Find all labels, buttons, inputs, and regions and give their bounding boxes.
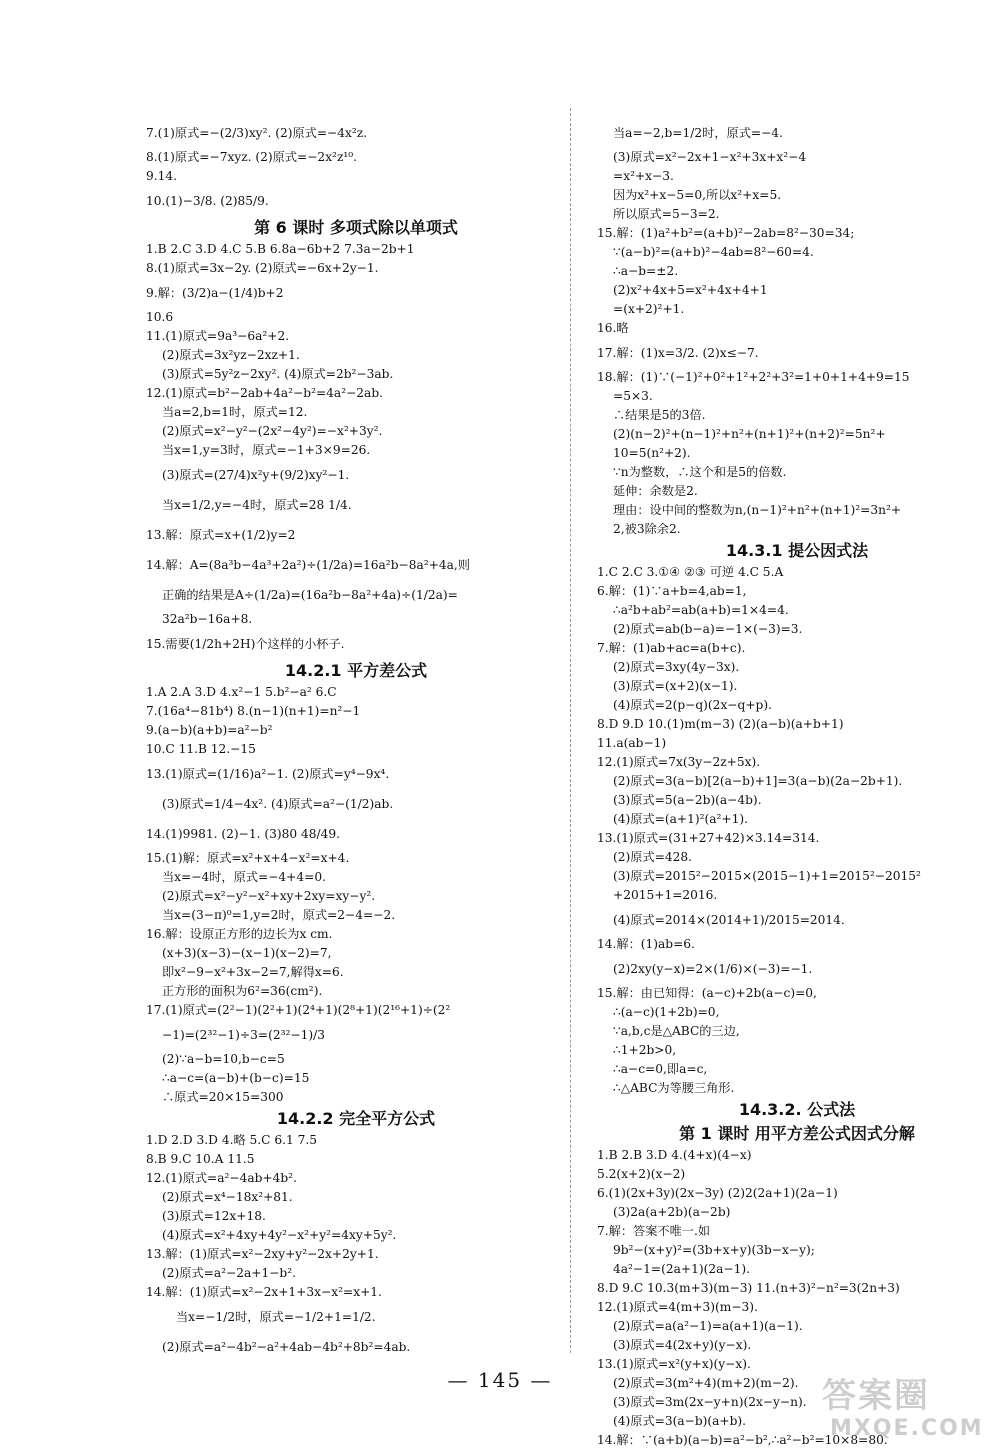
answer-line: 10=5(n²+2). <box>613 446 691 460</box>
answer-line: 正方形的面积为6²=36(cm²). <box>162 984 323 998</box>
answer-line: 8.B 9.C 10.A 11.5 <box>146 1152 255 1166</box>
left-column <box>146 118 566 1362</box>
answer-line: ∴结果是5的3倍. <box>613 408 706 422</box>
answer-line: 6.(1)(2x+3y)(2x−3y) (2)2(2a+1)(2a−1) <box>597 1186 838 1200</box>
answer-line: (2)原式=3(a−b)[2(a−b)+1]=3(a−b)(2a−2b+1). <box>613 774 903 788</box>
watermark-logo <box>822 1376 982 1448</box>
answer-line: 1.B 2.B 3.D 4.(4+x)(4−x) <box>597 1148 752 1162</box>
answer-line: ∴(a−c)(1+2b)=0, <box>613 1005 720 1019</box>
answer-line: 17.解：(1)x=3/2. (2)x≤−7. <box>597 346 759 360</box>
answer-line: 16.解：设原正方形的边长为x cm. <box>146 927 333 941</box>
answer-line: 14.解：(1)原式=x²−2x+1+3x−x²=x+1. <box>146 1285 382 1299</box>
answer-line: 11.a(ab−1) <box>597 736 667 750</box>
answer-line: 13.(1)原式=x²(y+x)(y−x). <box>597 1357 751 1371</box>
section-heading: 第 1 课时 用平方差公式因式分解 <box>679 1124 915 1143</box>
answer-line: (3)原式=4(2x+y)(y−x). <box>613 1338 752 1352</box>
answer-line: ∵(a−b)²=(a+b)²−4ab=8²−60=4. <box>613 245 814 259</box>
answer-line: (2)x²+4x+5=x²+4x+4+1 <box>613 283 768 297</box>
answer-line: 12.(1)原式=b²−2ab+4a²−b²=4a²−2ab. <box>146 386 383 400</box>
answer-line: (2)原式=3xy(4y−3x). <box>613 660 740 674</box>
answer-line: 当x=−4时，原式=−4+4=0. <box>162 870 326 884</box>
answer-line: 13.解：(1)原式=x²−2xy+y²−2x+2y+1. <box>146 1247 379 1261</box>
answer-line: (2)原式=ab(b−a)=−1×(−3)=3. <box>613 622 803 636</box>
section-heading: 14.3.1 提公因式法 <box>725 541 869 560</box>
answer-line: 14.(1)9981. (2)−1. (3)80 48/49. <box>146 827 341 841</box>
answer-line: (3)原式=1/4−4x². (4)原式=a²−(1/2)ab. <box>162 797 394 811</box>
answer-line: (2)原式=x⁴−18x²+81. <box>162 1190 293 1204</box>
answer-line: (4)原式=2(p−q)(2x−q+p). <box>613 698 772 712</box>
answer-line: 当x=1,y=3时，原式=−1+3×9=26. <box>162 443 371 457</box>
answer-line: 15.解：由已知得：(a−c)+2b(a−c)=0, <box>597 986 817 1000</box>
answer-line: (3)2a(a+2b)(a−2b) <box>613 1205 731 1219</box>
answer-line: 11.(1)原式=9a³−6a²+2. <box>146 329 290 343</box>
answer-line: (4)原式=2014×(2014+1)/2015=2014. <box>613 913 845 927</box>
answer-line: ∴a²b+ab²=ab(a+b)=1×4=4. <box>613 603 789 617</box>
answer-line: (4)原式=x²+4xy+4y²−x²+y²=4xy+5y². <box>162 1228 397 1242</box>
answer-line: 12.(1)原式=4(m+3)(m−3). <box>597 1300 758 1314</box>
answer-line: +2015+1=2016. <box>613 888 718 902</box>
answer-line: 15.解：(1)a²+b²=(a+b)²−2ab=8²−30=34; <box>597 226 855 240</box>
answer-line: 8.(1)原式=3x−2y. (2)原式=−6x+2y−1. <box>146 261 379 275</box>
answer-line: 因为x²+x−5=0,所以x²+x=5. <box>613 188 782 202</box>
answer-line: 1.A 2.A 3.D 4.x²−1 5.b²−a² 6.C <box>146 685 337 699</box>
answer-line: 9.解：(3/2)a−(1/4)b+2 <box>146 286 284 300</box>
answer-line: (3)原式=(x+2)(x−1). <box>613 679 738 693</box>
answer-line: ∵a,b,c是△ABC的三边, <box>613 1024 740 1038</box>
answer-line: ∴△ABC为等腰三角形. <box>613 1081 735 1095</box>
answer-line: (3)原式=12x+18. <box>162 1209 266 1223</box>
answer-line: 14.解：A=(8a³b−4a³+2a²)÷(1/2a)=16a²b−8a²+4a,则 <box>146 558 470 572</box>
answer-line: 1.D 2.D 3.D 4.略 5.C 6.1 7.5 <box>146 1133 317 1147</box>
answer-line: 7.解：(1)ab+ac=a(b+c). <box>597 641 746 655</box>
answer-line: (2)原式=x²−y²−(2x²−4y²)=−x²+3y². <box>162 424 383 438</box>
answer-line: 32a²b−16a+8. <box>162 612 253 626</box>
answer-line: 4a²−1=(2a+1)(2a−1). <box>613 1262 750 1276</box>
answer-line: (2)原式=3x²yz−2xz+1. <box>162 348 300 362</box>
answer-line: 17.(1)原式=(2²−1)(2²+1)(2⁴+1)(2⁸+1)(2¹⁶+1)÷(2² <box>146 1003 451 1017</box>
page-number: — 145 — <box>447 1368 553 1392</box>
answer-line: (2)原式=3(m²+4)(m+2)(m−2). <box>613 1376 799 1390</box>
answer-line: 8.D 9.D 10.(1)m(m−3) (2)(a−b)(a+b+1) <box>597 717 844 731</box>
watermark-title: 答案圈 <box>822 1376 930 1416</box>
answer-line: 当x=−1/2时，原式=−1/2+1=1/2. <box>176 1310 376 1324</box>
answer-line: 1.B 2.C 3.D 4.C 5.B 6.8a−6b+2 7.3a−2b+1 <box>146 242 415 256</box>
answer-line: 13.(1)原式=(31+27+42)×3.14=314. <box>597 831 820 845</box>
answer-line: 9b²−(x+y)²=(3b+x+y)(3b−x−y); <box>613 1243 815 1257</box>
answer-line: ∴原式=20×15=300 <box>162 1090 284 1104</box>
answer-line: (2)原式=a²−2a+1−b². <box>162 1266 296 1280</box>
answer-line: ∴a−c=(a−b)+(b−c)=15 <box>162 1071 310 1085</box>
answer-line: (2)2xy(y−x)=2×(1/6)×(−3)=−1. <box>613 962 813 976</box>
answer-line: (2)(n−2)²+(n−1)²+n²+(n+1)²+(n+2)²=5n²+ <box>613 427 886 441</box>
answer-line: 10.6 <box>146 310 174 324</box>
answer-line: 2,被3除余2. <box>613 522 681 536</box>
answer-line: 当x=1/2,y=−4时，原式=28 1/4. <box>162 498 352 512</box>
answer-line: (2)∵a−b=10,b−c=5 <box>162 1052 285 1066</box>
answer-line: (2)原式=x²−y²−x²+xy+2xy=xy−y². <box>162 889 376 903</box>
answer-line: ∴a−b=±2. <box>613 264 679 278</box>
answer-line: 即x²−9−x²+3x−2=7,解得x=6. <box>162 965 344 979</box>
answer-line: 8.D 9.C 10.3(m+3)(m−3) 11.(n+3)²−n²=3(2n+3) <box>597 1281 900 1295</box>
answer-line: 13.(1)原式=(1/16)a²−1. (2)原式=y⁴−9x⁴. <box>146 767 390 781</box>
answer-line: (3)原式=(27/4)x²y+(9/2)xy²−1. <box>162 468 350 482</box>
answer-line: 所以原式=5−3=2. <box>613 207 720 221</box>
answer-line: 9.(a−b)(a+b)=a²−b² <box>146 723 273 737</box>
answer-line: 7.解：答案不唯一.如 <box>597 1224 711 1238</box>
answer-line: (4)原式=3(a−b)(a+b). <box>613 1414 747 1428</box>
answer-line: 14.解：∵(a+b)(a−b)=a²−b²,∴a²−b²=10×8=80. <box>597 1433 888 1447</box>
answer-line: (3)原式=2015²−2015×(2015−1)+1=2015²−2015² <box>613 869 921 883</box>
answer-line: ∴a−c=0,即a=c, <box>613 1062 708 1076</box>
answer-line: 1.C 2.C 3.①④ ②③ 可逆 4.C 5.A <box>597 565 784 579</box>
watermark-site: MXQE.COM <box>830 1416 984 1441</box>
answer-line: 5.2(x+2)(x−2) <box>597 1167 686 1181</box>
answer-line: 6.解：(1)∵a+b=4,ab=1, <box>597 584 747 598</box>
answer-line: (3)原式=3m(2x−y+n)(2x−y−n). <box>613 1395 807 1409</box>
section-heading: 14.2.1 平方差公式 <box>284 661 428 680</box>
section-heading: 第 6 课时 多项式除以单项式 <box>254 218 458 237</box>
answer-line: 理由：设中间的整数为n,(n−1)²+n²+(n+1)²=3n²+ <box>613 503 902 517</box>
answer-line: 7.(16a⁴−81b⁴) 8.(n−1)(n+1)=n²−1 <box>146 704 361 718</box>
column-divider <box>570 108 571 1353</box>
answer-line: =5×3. <box>613 389 653 403</box>
answer-line: (3)原式=5y²z−2xy². (4)原式=2b²−3ab. <box>162 367 394 381</box>
answer-line: 当a=−2,b=1/2时，原式=−4. <box>613 126 783 140</box>
answer-line: 正确的结果是A÷(1/2a)=(16a²b−8a²+4a)÷(1/2a)= <box>162 588 458 602</box>
answer-line: (3)原式=5(a−2b)(a−4b). <box>613 793 762 807</box>
answer-line: 7.(1)原式=−(2/3)xy². (2)原式=−4x²z. <box>146 126 368 140</box>
answer-line: (4)原式=(a+1)²(a²+1). <box>613 812 748 826</box>
answer-line: 15.需要(1/2h+2H)个这样的小杯子. <box>146 637 345 651</box>
answer-line: 13.解：原式=x+(1/2)y=2 <box>146 528 296 542</box>
answer-line: 10.(1)−3/8. (2)85/9. <box>146 194 269 208</box>
answer-line: 12.(1)原式=7x(3y−2z+5x). <box>597 755 761 769</box>
answer-line: 10.C 11.B 12.−15 <box>146 742 256 756</box>
right-column <box>597 118 997 1450</box>
answer-line: (2)原式=428. <box>613 850 692 864</box>
answer-line: 15.(1)解：原式=x²+x+4−x²=x+4. <box>146 851 350 865</box>
answer-line: −1)=(2³²−1)÷3=(2³²−1)/3 <box>162 1028 325 1042</box>
answer-line: ∵n为整数，∴这个和是5的倍数. <box>613 465 787 479</box>
answer-line: (2)原式=a²−4b²−a²+4ab−4b²+8b²=4ab. <box>162 1340 411 1354</box>
answer-line: (2)原式=a(a²−1)=a(a+1)(a−1). <box>613 1319 803 1333</box>
answer-line: 8.(1)原式=−7xyz. (2)原式=−2x²z¹⁰. <box>146 150 358 164</box>
answer-line: (x+3)(x−3)−(x−1)(x−2)=7, <box>162 946 332 960</box>
answer-line: ∴1+2b>0, <box>613 1043 677 1057</box>
answer-line: 14.解：(1)ab=6. <box>597 937 695 951</box>
answer-line: 12.(1)原式=a²−4ab+4b². <box>146 1171 297 1185</box>
answer-line: 18.解：(1)∵(−1)²+0²+1²+2²+3²=1+0+1+4+9=15 <box>597 370 910 384</box>
section-heading: 14.2.2 完全平方公式 <box>276 1109 436 1128</box>
answer-line: 9.14. <box>146 169 178 183</box>
answer-line: (3)原式=x²−2x+1−x²+3x+x²−4 <box>613 150 807 164</box>
section-heading: 14.3.2. 公式法 <box>738 1100 856 1119</box>
answer-line: 延伸：余数是2. <box>613 484 698 498</box>
answer-line: =(x+2)²+1. <box>613 302 685 316</box>
answer-line: 当a=2,b=1时，原式=12. <box>162 405 308 419</box>
answer-line: =x²+x−3. <box>613 169 674 183</box>
answer-line: 当x=(3−π)⁰=1,y=2时，原式=2−4=−2. <box>162 908 396 922</box>
answer-line: 16.略 <box>597 321 629 335</box>
